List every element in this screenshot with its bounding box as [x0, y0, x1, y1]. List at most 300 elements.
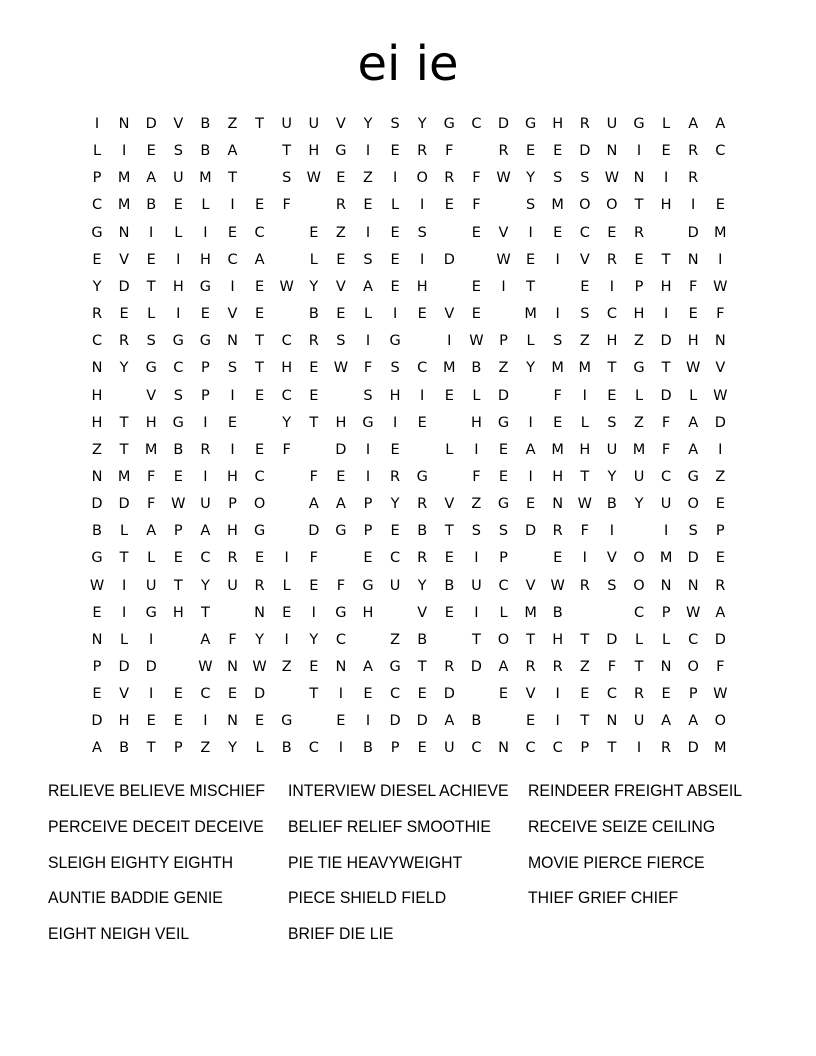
grid-letter[interactable]: E	[255, 441, 265, 458]
grid-letter[interactable]: E	[146, 143, 156, 160]
grid-letter[interactable]: A	[254, 251, 265, 268]
grid-letter[interactable]: G	[335, 523, 347, 540]
grid-letter[interactable]: C	[525, 740, 536, 757]
grid-letter[interactable]: G	[443, 116, 455, 132]
grid-letter[interactable]: M	[714, 224, 727, 241]
grid-letter[interactable]: I	[447, 333, 452, 350]
grid-letter[interactable]: S	[173, 387, 183, 404]
grid-letter[interactable]: T	[607, 740, 617, 757]
grid-letter[interactable]: G	[416, 468, 428, 485]
grid-letter[interactable]: H	[633, 306, 645, 323]
grid-letter[interactable]: P	[228, 496, 237, 513]
grid-letter[interactable]: Z	[390, 631, 401, 648]
grid-letter[interactable]: E	[119, 306, 129, 323]
grid-letter[interactable]: L	[689, 387, 698, 404]
grid-letter[interactable]: Z	[227, 116, 238, 132]
grid-letter[interactable]: N	[227, 713, 238, 730]
grid-letter[interactable]: U	[606, 441, 618, 458]
grid-letter[interactable]: V	[715, 360, 726, 377]
grid-letter[interactable]: L	[363, 306, 373, 323]
grid-letter[interactable]: L	[526, 333, 535, 350]
grid-letter[interactable]: M	[551, 360, 564, 377]
grid-letter[interactable]: E	[526, 713, 536, 730]
grid-letter[interactable]: F	[580, 523, 589, 540]
grid-letter[interactable]: B	[119, 740, 130, 757]
grid-letter[interactable]: P	[661, 604, 671, 621]
grid-letter[interactable]: S	[390, 116, 400, 132]
grid-letter[interactable]: E	[498, 686, 509, 703]
grid-letter[interactable]: F	[147, 496, 156, 513]
grid-letter[interactable]: I	[392, 306, 398, 323]
grid-letter[interactable]: U	[606, 116, 618, 132]
grid-letter[interactable]: R	[254, 577, 265, 594]
grid-letter[interactable]: E	[336, 251, 346, 268]
grid-letter[interactable]: E	[390, 251, 400, 268]
grid-letter[interactable]: E	[580, 686, 590, 703]
grid-letter[interactable]: O	[633, 577, 645, 594]
grid-letter[interactable]: E	[336, 306, 346, 323]
grid-letter[interactable]: F	[445, 143, 454, 160]
grid-letter[interactable]: E	[173, 550, 183, 567]
grid-letter[interactable]: E	[309, 387, 319, 404]
grid-letter[interactable]: A	[688, 441, 699, 458]
grid-letter[interactable]: L	[634, 387, 644, 404]
grid-letter[interactable]: S	[607, 577, 617, 594]
grid-letter[interactable]: I	[94, 116, 100, 132]
grid-letter[interactable]: V	[444, 306, 455, 323]
grid-letter[interactable]: F	[716, 306, 725, 323]
grid-letter[interactable]: E	[173, 686, 183, 703]
grid-letter[interactable]: A	[335, 496, 346, 513]
grid-letter[interactable]: O	[579, 197, 591, 214]
grid-letter[interactable]: I	[203, 713, 208, 730]
grid-letter[interactable]: G	[91, 224, 103, 241]
grid-letter[interactable]: T	[119, 414, 129, 431]
grid-letter[interactable]: L	[120, 523, 129, 540]
grid-letter[interactable]: Y	[309, 631, 319, 648]
grid-letter[interactable]: C	[91, 197, 103, 214]
grid-letter[interactable]: E	[282, 604, 292, 621]
grid-letter[interactable]: Z	[579, 659, 590, 675]
grid-letter[interactable]: L	[445, 441, 454, 458]
grid-letter[interactable]: N	[227, 659, 238, 675]
grid-letter[interactable]: H	[335, 414, 347, 431]
grid-letter[interactable]: P	[92, 659, 102, 675]
grid-letter[interactable]: Z	[281, 659, 292, 675]
grid-letter[interactable]: I	[718, 251, 723, 268]
grid-letter[interactable]: H	[227, 523, 238, 540]
grid-letter[interactable]: P	[634, 278, 644, 295]
grid-letter[interactable]: C	[227, 251, 238, 268]
grid-letter[interactable]: N	[91, 631, 103, 648]
grid-letter[interactable]: E	[390, 224, 400, 241]
grid-letter[interactable]: I	[121, 577, 127, 594]
grid-letter[interactable]: A	[688, 713, 699, 730]
grid-letter[interactable]: I	[230, 278, 235, 295]
grid-letter[interactable]: H	[416, 278, 428, 295]
grid-letter[interactable]: I	[230, 387, 235, 404]
grid-letter[interactable]: S	[227, 360, 238, 377]
grid-letter[interactable]: C	[552, 740, 563, 757]
grid-letter[interactable]: P	[173, 740, 183, 757]
grid-letter[interactable]: A	[227, 143, 238, 160]
grid-letter[interactable]: A	[92, 740, 102, 757]
grid-letter[interactable]: T	[255, 116, 265, 132]
grid-letter[interactable]: W	[550, 577, 565, 594]
grid-letter[interactable]: L	[662, 631, 671, 648]
grid-letter[interactable]: E	[444, 197, 454, 214]
grid-letter[interactable]: I	[582, 550, 587, 567]
grid-letter[interactable]: G	[145, 604, 157, 621]
grid-letter[interactable]: F	[716, 659, 725, 675]
grid-letter[interactable]: T	[580, 468, 590, 485]
grid-letter[interactable]: I	[203, 468, 208, 485]
grid-letter[interactable]: I	[176, 251, 181, 268]
grid-letter[interactable]: E	[634, 251, 644, 268]
grid-letter[interactable]: A	[715, 604, 726, 621]
grid-letter[interactable]: Z	[579, 333, 590, 350]
grid-letter[interactable]: N	[606, 143, 618, 160]
grid-letter[interactable]: A	[146, 523, 157, 540]
grid-letter[interactable]: D	[714, 414, 726, 431]
grid-letter[interactable]: B	[200, 143, 211, 160]
grid-letter[interactable]: P	[499, 333, 508, 350]
grid-letter[interactable]: E	[607, 387, 617, 404]
grid-letter[interactable]: T	[634, 659, 644, 675]
grid-letter[interactable]: D	[443, 251, 455, 268]
grid-letter[interactable]: W	[577, 496, 592, 513]
grid-letter[interactable]: G	[335, 143, 347, 160]
grid-letter[interactable]: C	[200, 550, 211, 567]
grid-letter[interactable]: L	[255, 740, 264, 757]
grid-letter[interactable]: N	[254, 604, 266, 621]
grid-letter[interactable]: C	[281, 387, 292, 404]
grid-letter[interactable]: N	[91, 360, 103, 377]
grid-letter[interactable]: C	[254, 468, 265, 485]
grid-letter[interactable]: O	[497, 631, 510, 648]
grid-letter[interactable]: E	[255, 387, 265, 404]
grid-letter[interactable]: B	[173, 441, 184, 458]
grid-letter[interactable]: U	[281, 116, 292, 132]
grid-letter[interactable]: V	[119, 251, 130, 268]
grid-letter[interactable]: I	[365, 441, 371, 458]
grid-letter[interactable]: T	[200, 604, 210, 621]
grid-letter[interactable]: E	[336, 468, 346, 485]
grid-letter[interactable]: G	[253, 523, 266, 540]
grid-letter[interactable]: E	[255, 197, 265, 214]
grid-letter[interactable]: E	[173, 713, 183, 730]
grid-letter[interactable]: E	[553, 550, 563, 567]
grid-letter[interactable]: M	[551, 441, 564, 458]
grid-letter[interactable]: E	[607, 224, 617, 241]
grid-letter[interactable]: H	[579, 441, 591, 458]
grid-letter[interactable]: C	[254, 224, 265, 241]
grid-letter[interactable]: W	[686, 360, 701, 377]
grid-letter[interactable]: U	[633, 468, 645, 485]
grid-letter[interactable]: R	[227, 550, 238, 567]
grid-letter[interactable]: T	[580, 631, 590, 648]
grid-letter[interactable]: N	[91, 468, 103, 485]
grid-letter[interactable]: I	[392, 414, 398, 431]
grid-letter[interactable]: F	[472, 468, 481, 485]
grid-letter[interactable]: T	[444, 523, 454, 540]
grid-letter[interactable]: I	[582, 387, 587, 404]
grid-letter[interactable]: P	[499, 550, 508, 567]
grid-letter[interactable]: W	[713, 686, 728, 703]
grid-letter[interactable]: D	[497, 116, 510, 132]
grid-letter[interactable]: W	[306, 170, 321, 187]
grid-letter[interactable]: Y	[255, 631, 265, 648]
grid-letter[interactable]: S	[173, 143, 183, 160]
grid-letter[interactable]: S	[363, 387, 373, 404]
grid-letter[interactable]: I	[636, 740, 642, 757]
grid-letter[interactable]: E	[146, 251, 156, 268]
grid-letter[interactable]: E	[309, 360, 319, 377]
grid-letter[interactable]: D	[308, 523, 320, 540]
grid-letter[interactable]: B	[471, 360, 482, 377]
grid-letter[interactable]: S	[553, 333, 563, 350]
grid-letter[interactable]: I	[609, 278, 615, 295]
grid-letter[interactable]: C	[200, 686, 211, 703]
grid-letter[interactable]: H	[199, 251, 211, 268]
grid-letter[interactable]: I	[338, 740, 344, 757]
grid-letter[interactable]: A	[444, 713, 455, 730]
grid-letter[interactable]: E	[444, 387, 454, 404]
grid-letter[interactable]: M	[524, 604, 537, 621]
grid-letter[interactable]: G	[389, 659, 401, 675]
grid-letter[interactable]: Z	[471, 496, 482, 513]
grid-letter[interactable]: F	[472, 197, 481, 214]
grid-letter[interactable]: H	[281, 360, 293, 377]
grid-letter[interactable]: C	[633, 604, 645, 621]
grid-letter[interactable]: E	[336, 170, 346, 187]
grid-letter[interactable]: W	[198, 659, 213, 675]
grid-letter[interactable]: D	[118, 659, 130, 675]
grid-letter[interactable]: E	[580, 278, 590, 295]
grid-letter[interactable]: P	[201, 387, 210, 404]
grid-letter[interactable]: E	[363, 197, 373, 214]
grid-letter[interactable]: D	[254, 686, 266, 703]
grid-letter[interactable]: L	[120, 631, 129, 648]
grid-letter[interactable]: F	[363, 360, 373, 377]
grid-letter[interactable]: D	[660, 387, 672, 404]
grid-letter[interactable]: T	[634, 197, 644, 214]
grid-letter[interactable]: I	[284, 550, 289, 567]
grid-letter[interactable]: I	[663, 523, 669, 540]
grid-letter[interactable]: D	[687, 740, 699, 757]
grid-letter[interactable]: T	[146, 740, 156, 757]
grid-letter[interactable]: Y	[607, 468, 617, 485]
grid-letter[interactable]: D	[660, 333, 672, 350]
grid-letter[interactable]: N	[633, 170, 645, 187]
grid-letter[interactable]: O	[633, 550, 645, 567]
grid-letter[interactable]: N	[118, 224, 130, 241]
grid-letter[interactable]: W	[279, 278, 294, 295]
grid-letter[interactable]: I	[663, 170, 669, 187]
grid-letter[interactable]: A	[363, 278, 373, 295]
grid-letter[interactable]: S	[525, 197, 536, 214]
grid-letter[interactable]: U	[660, 496, 672, 513]
grid-letter[interactable]: F	[282, 441, 291, 458]
grid-letter[interactable]: B	[92, 523, 102, 540]
grid-letter[interactable]: Y	[282, 414, 292, 431]
grid-letter[interactable]: D	[470, 659, 482, 675]
grid-letter[interactable]: W	[171, 496, 186, 513]
grid-letter[interactable]: R	[91, 306, 103, 323]
grid-letter[interactable]: Z	[715, 468, 726, 485]
grid-letter[interactable]: L	[147, 306, 156, 323]
grid-letter[interactable]: Y	[390, 496, 400, 513]
grid-letter[interactable]: G	[199, 333, 212, 350]
grid-letter[interactable]: Y	[309, 278, 319, 295]
grid-letter[interactable]: F	[147, 468, 156, 485]
grid-letter[interactable]: E	[255, 713, 265, 730]
grid-letter[interactable]: I	[663, 306, 669, 323]
grid-letter[interactable]: I	[555, 686, 560, 703]
grid-letter[interactable]: C	[281, 333, 292, 350]
grid-letter[interactable]: D	[335, 441, 347, 458]
grid-letter[interactable]: C	[661, 468, 672, 485]
grid-letter[interactable]: C	[308, 740, 319, 757]
grid-letter[interactable]: B	[363, 740, 373, 757]
grid-letter[interactable]: B	[146, 197, 157, 214]
grid-letter[interactable]: W	[686, 604, 701, 621]
grid-letter[interactable]: C	[471, 740, 482, 757]
grid-letter[interactable]: C	[579, 224, 590, 241]
grid-letter[interactable]: T	[417, 659, 427, 675]
grid-letter[interactable]: E	[526, 496, 536, 513]
grid-letter[interactable]: V	[146, 387, 157, 404]
grid-letter[interactable]: N	[714, 333, 726, 350]
grid-letter[interactable]: W	[333, 360, 349, 377]
grid-letter[interactable]: P	[715, 523, 725, 540]
grid-letter[interactable]: Y	[634, 496, 644, 513]
grid-letter[interactable]: V	[173, 116, 184, 132]
grid-letter[interactable]: D	[389, 713, 401, 730]
grid-letter[interactable]: R	[715, 577, 726, 594]
grid-letter[interactable]: B	[606, 496, 617, 513]
grid-letter[interactable]: I	[203, 224, 208, 241]
grid-letter[interactable]: E	[417, 414, 427, 431]
grid-letter[interactable]: S	[363, 251, 373, 268]
grid-letter[interactable]: Y	[363, 116, 373, 132]
grid-letter[interactable]: D	[91, 713, 103, 730]
grid-letter[interactable]: Y	[92, 278, 102, 295]
grid-letter[interactable]: G	[199, 278, 212, 295]
grid-letter[interactable]: D	[416, 713, 428, 730]
grid-letter[interactable]: I	[474, 441, 479, 458]
grid-letter[interactable]: C	[715, 143, 726, 160]
grid-letter[interactable]: R	[498, 143, 509, 160]
grid-letter[interactable]: A	[498, 659, 509, 675]
grid-letter[interactable]: C	[91, 333, 103, 350]
grid-letter[interactable]: I	[311, 604, 316, 621]
grid-letter[interactable]: U	[443, 740, 455, 757]
grid-letter[interactable]: E	[92, 604, 102, 621]
grid-letter[interactable]: B	[281, 740, 292, 757]
grid-letter[interactable]: U	[471, 577, 482, 594]
grid-letter[interactable]: E	[688, 306, 698, 323]
grid-letter[interactable]: C	[417, 360, 428, 377]
grid-letter[interactable]: S	[146, 333, 156, 350]
grid-letter[interactable]: E	[146, 713, 156, 730]
grid-letter[interactable]: I	[420, 387, 425, 404]
grid-letter[interactable]: G	[91, 550, 103, 567]
grid-letter[interactable]: I	[528, 224, 533, 241]
grid-letter[interactable]: V	[119, 686, 130, 703]
grid-letter[interactable]: T	[580, 713, 590, 730]
grid-letter[interactable]: W	[713, 278, 728, 295]
grid-letter[interactable]: T	[661, 251, 671, 268]
grid-letter[interactable]: D	[687, 550, 699, 567]
grid-letter[interactable]: B	[552, 604, 563, 621]
grid-letter[interactable]: E	[444, 550, 454, 567]
grid-letter[interactable]: I	[555, 713, 560, 730]
grid-letter[interactable]: I	[365, 224, 371, 241]
grid-letter[interactable]: B	[308, 306, 319, 323]
grid-letter[interactable]: B	[200, 116, 211, 132]
grid-letter[interactable]: G	[633, 116, 645, 132]
grid-letter[interactable]: E	[173, 197, 183, 214]
grid-letter[interactable]: S	[390, 360, 400, 377]
grid-letter[interactable]: V	[498, 224, 509, 241]
grid-letter[interactable]: Z	[200, 740, 211, 757]
grid-letter[interactable]: P	[363, 496, 373, 513]
grid-letter[interactable]: F	[661, 414, 671, 431]
grid-letter[interactable]: M	[632, 441, 646, 458]
grid-letter[interactable]: D	[687, 224, 699, 241]
grid-letter[interactable]: T	[228, 170, 237, 187]
grid-letter[interactable]: S	[580, 170, 590, 187]
grid-letter[interactable]: H	[172, 604, 184, 621]
grid-letter[interactable]: U	[308, 116, 320, 132]
grid-letter[interactable]: D	[443, 686, 455, 703]
grid-letter[interactable]: N	[660, 659, 672, 675]
grid-letter[interactable]: Z	[634, 333, 644, 350]
grid-letter[interactable]: G	[335, 604, 347, 621]
grid-letter[interactable]: E	[309, 659, 319, 675]
grid-letter[interactable]: I	[392, 170, 398, 187]
grid-letter[interactable]: U	[145, 577, 157, 594]
grid-letter[interactable]: D	[497, 387, 510, 404]
grid-letter[interactable]: D	[118, 278, 130, 295]
grid-letter[interactable]: F	[309, 468, 318, 485]
grid-letter[interactable]: R	[444, 170, 455, 187]
grid-letter[interactable]: S	[580, 306, 590, 323]
grid-letter[interactable]: Y	[526, 170, 536, 187]
grid-letter[interactable]: S	[688, 523, 698, 540]
grid-letter[interactable]: R	[688, 143, 699, 160]
grid-letter[interactable]: I	[149, 631, 154, 648]
grid-letter[interactable]: P	[92, 170, 102, 187]
grid-letter[interactable]: E	[309, 224, 319, 241]
grid-letter[interactable]: V	[417, 604, 428, 621]
grid-letter[interactable]: W	[469, 333, 484, 350]
grid-letter[interactable]: E	[498, 468, 509, 485]
grid-letter[interactable]: C	[606, 306, 617, 323]
grid-letter[interactable]: R	[335, 197, 346, 214]
grid-letter[interactable]: W	[496, 170, 511, 187]
grid-letter[interactable]: H	[687, 333, 699, 350]
grid-letter[interactable]: H	[172, 278, 184, 295]
grid-letter[interactable]: R	[579, 116, 590, 132]
grid-letter[interactable]: A	[688, 116, 699, 132]
grid-letter[interactable]: N	[660, 577, 672, 594]
grid-letter[interactable]: A	[363, 659, 373, 675]
grid-letter[interactable]: I	[121, 143, 127, 160]
grid-letter[interactable]: O	[714, 713, 726, 730]
grid-letter[interactable]: I	[474, 550, 479, 567]
